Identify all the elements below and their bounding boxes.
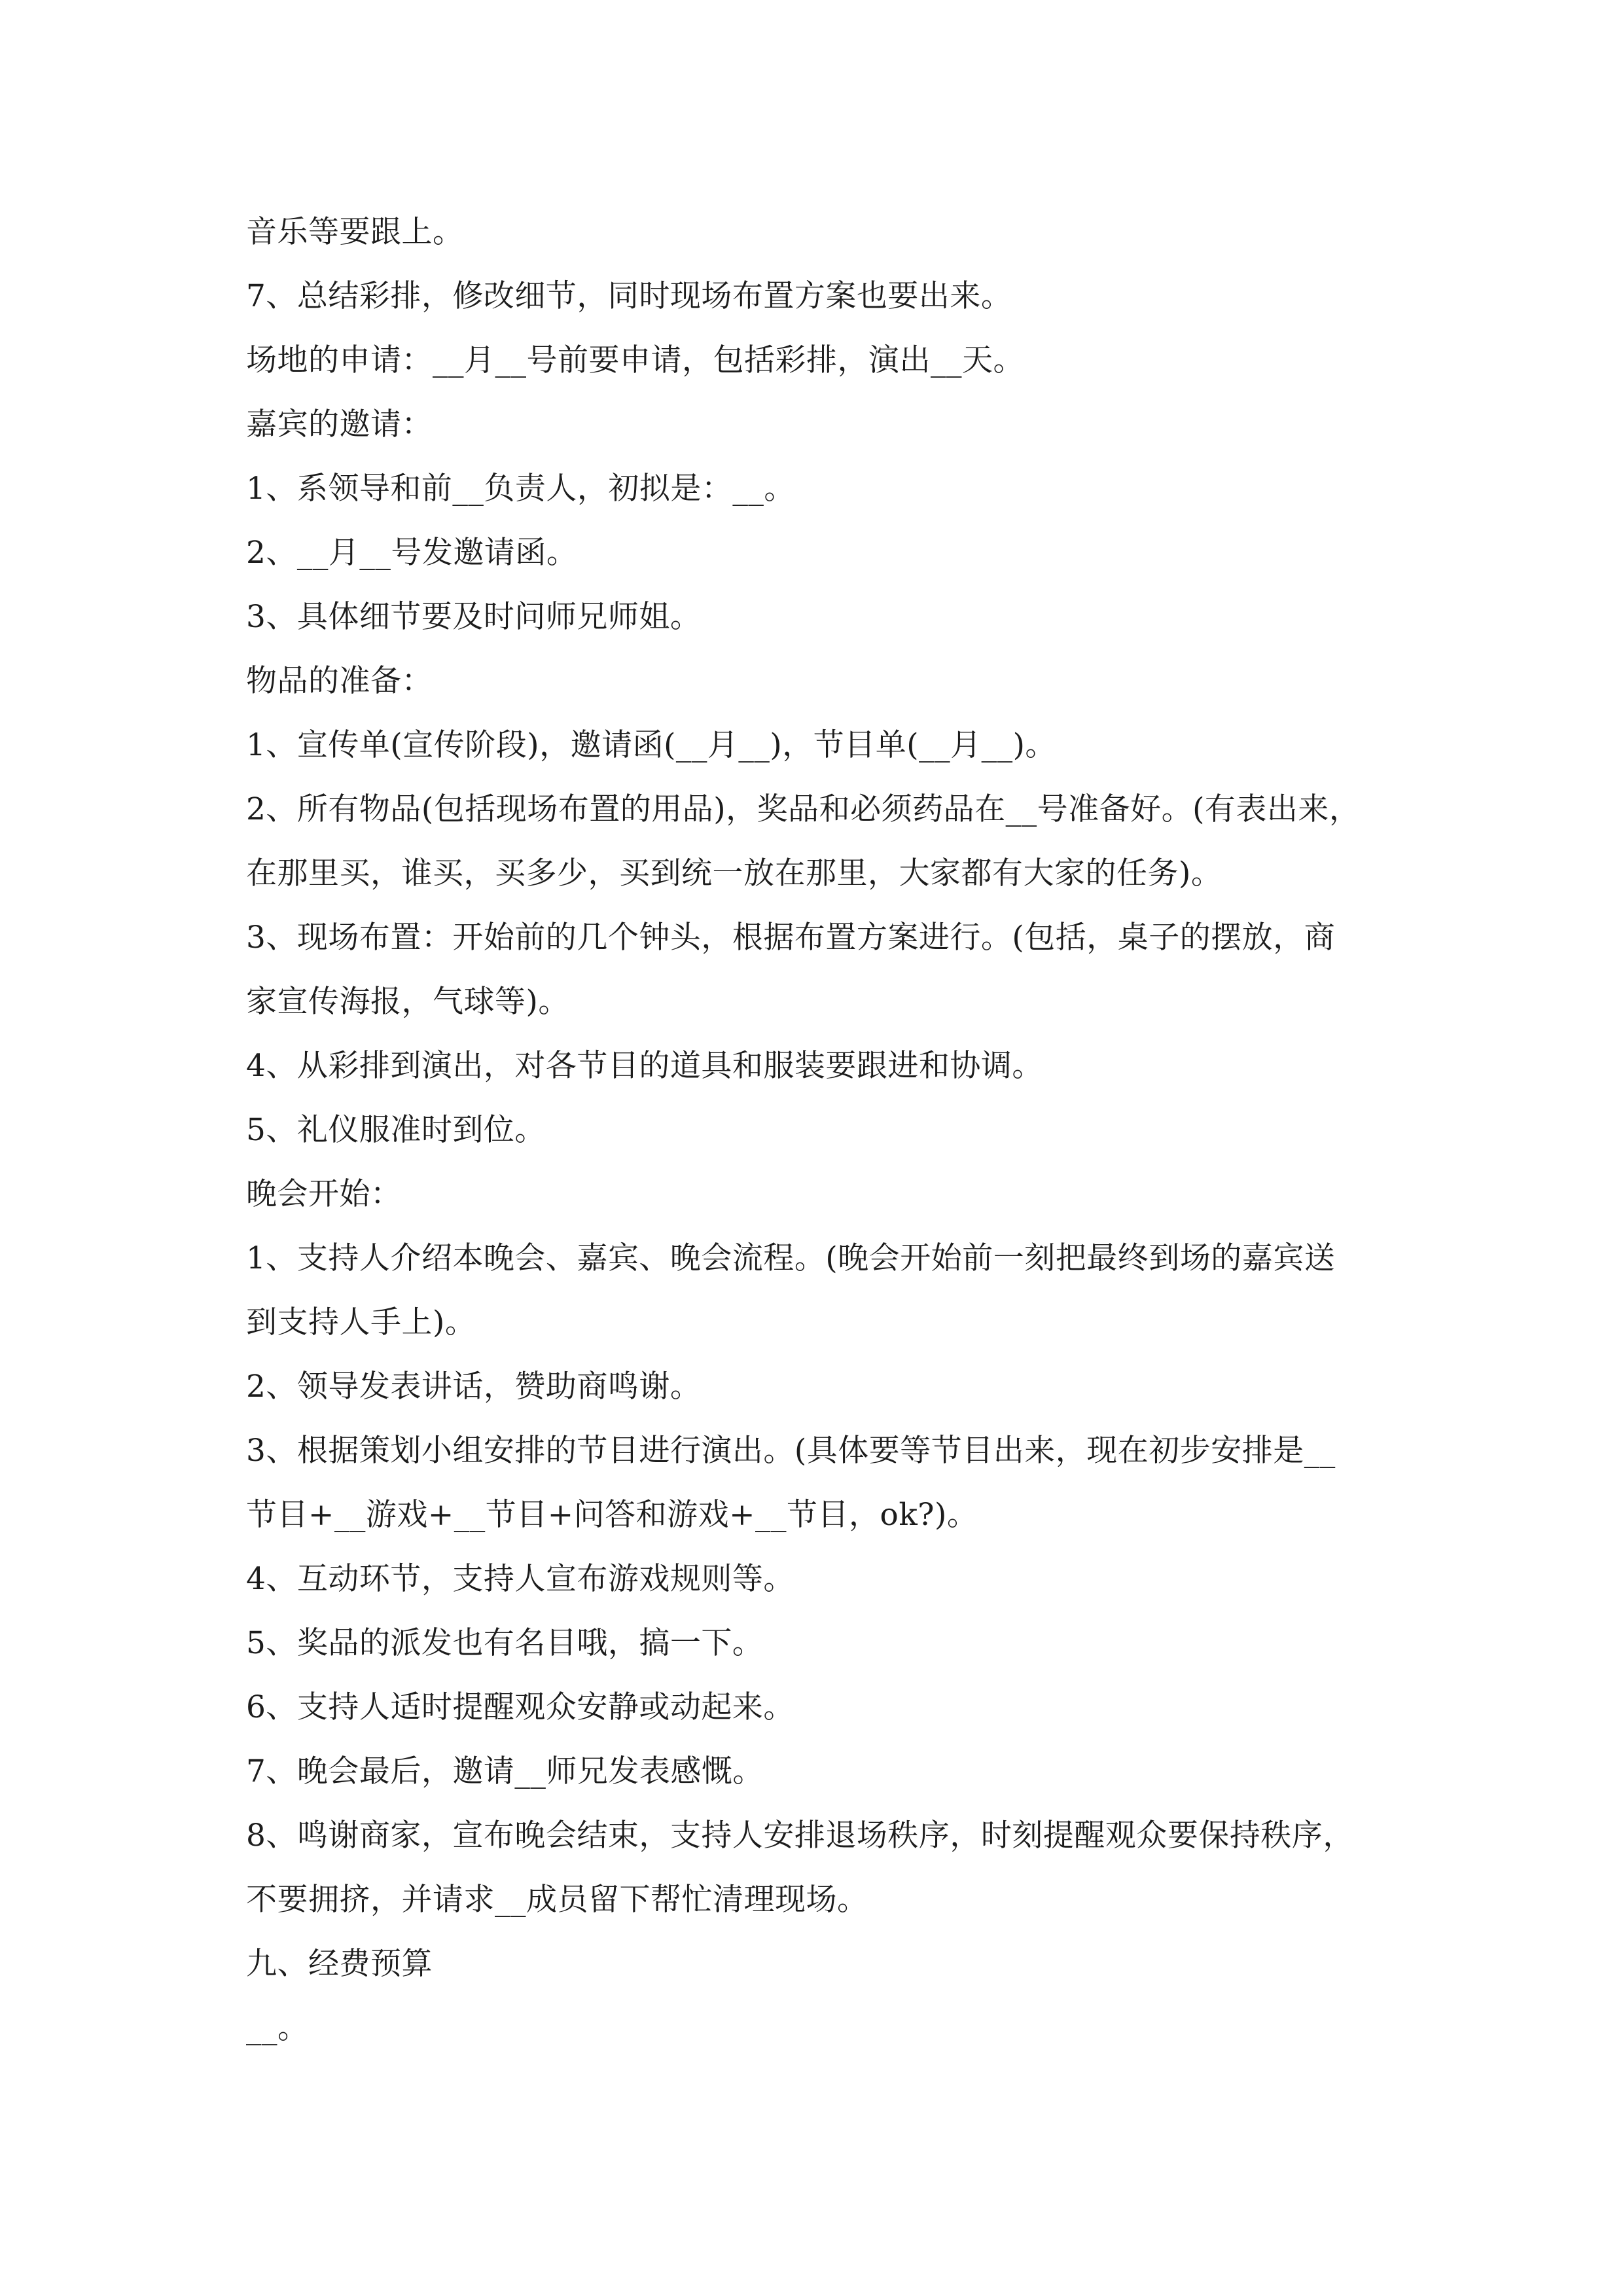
- text-line: 3、具体细节要及时问师兄师姐。: [246, 599, 702, 635]
- text-line: 7、晚会最后，邀请__师兄发表感慨。: [246, 1753, 764, 1789]
- text-line: 3、根据策划小组安排的节目进行演出。(具体要等节目出来，现在初步安排是__: [246, 1433, 1336, 1469]
- section-heading: 嘉宾的邀请：: [246, 406, 433, 442]
- text-line: 1、支持人介绍本晚会、嘉宾、晚会流程。(晚会开始前一刻把最终到场的嘉宾送: [246, 1240, 1336, 1276]
- text-line: 在那里买，谁买，买多少，买到统一放在那里，大家都有大家的任务)。: [246, 855, 1222, 891]
- text-line: 家宣传海报，气球等)。: [246, 984, 569, 1020]
- text-line: __。: [246, 2010, 309, 2046]
- text-line: 2、__月__号发邀请函。: [246, 535, 578, 571]
- text-line: 不要拥挤，并请求__成员留下帮忙清理现场。: [246, 1882, 868, 1918]
- text-line: 节目+__游戏+__节目+问答和游戏+__节目，ok?)。: [246, 1497, 978, 1533]
- text-line: 2、领导发表讲话，赞助商鸣谢。: [246, 1369, 702, 1405]
- text-line: 场地的申请：__月__号前要申请，包括彩排，演出__天。: [246, 342, 1024, 378]
- document-body: [246, 200, 1385, 2060]
- text-line: 8、鸣谢商家，宣布晚会结束，支持人安排退场秩序，时刻提醒观众要保持秩序，: [246, 1818, 1354, 1854]
- section-heading: 晚会开始：: [246, 1176, 402, 1212]
- text-line: 6、支持人适时提醒观众安静或动起来。: [246, 1689, 794, 1725]
- text-line: 7、总结彩排，修改细节，同时现场布置方案也要出来。: [246, 278, 1012, 314]
- text-line: 5、礼仪服准时到位。: [246, 1112, 546, 1148]
- text-line: 到支持人手上)。: [246, 1304, 476, 1340]
- text-line: 3、现场布置：开始前的几个钟头，根据布置方案进行。(包括，桌子的摆放，商: [246, 920, 1336, 956]
- text-line: 1、系领导和前__负责人，初拟是：__。: [246, 471, 795, 507]
- section-heading: 物品的准备：: [246, 663, 433, 699]
- text-line: 4、从彩排到演出，对各节目的道具和服装要跟进和协调。: [246, 1048, 1043, 1084]
- text-line: 1、宣传单(宣传阶段)，邀请函(__月__)，节目单(__月__)。: [246, 727, 1056, 763]
- text-line: 音乐等要跟上。: [246, 214, 464, 250]
- text-line: 4、互动环节，支持人宣布游戏规则等。: [246, 1561, 794, 1597]
- text-line: 5、奖品的派发也有名目哦，搞一下。: [246, 1625, 764, 1661]
- text-line: 2、所有物品(包括现场布置的用品)，奖品和必须药品在__号准备好。(有表出来，: [246, 791, 1361, 827]
- section-heading: 九、经费预算: [246, 1946, 433, 1982]
